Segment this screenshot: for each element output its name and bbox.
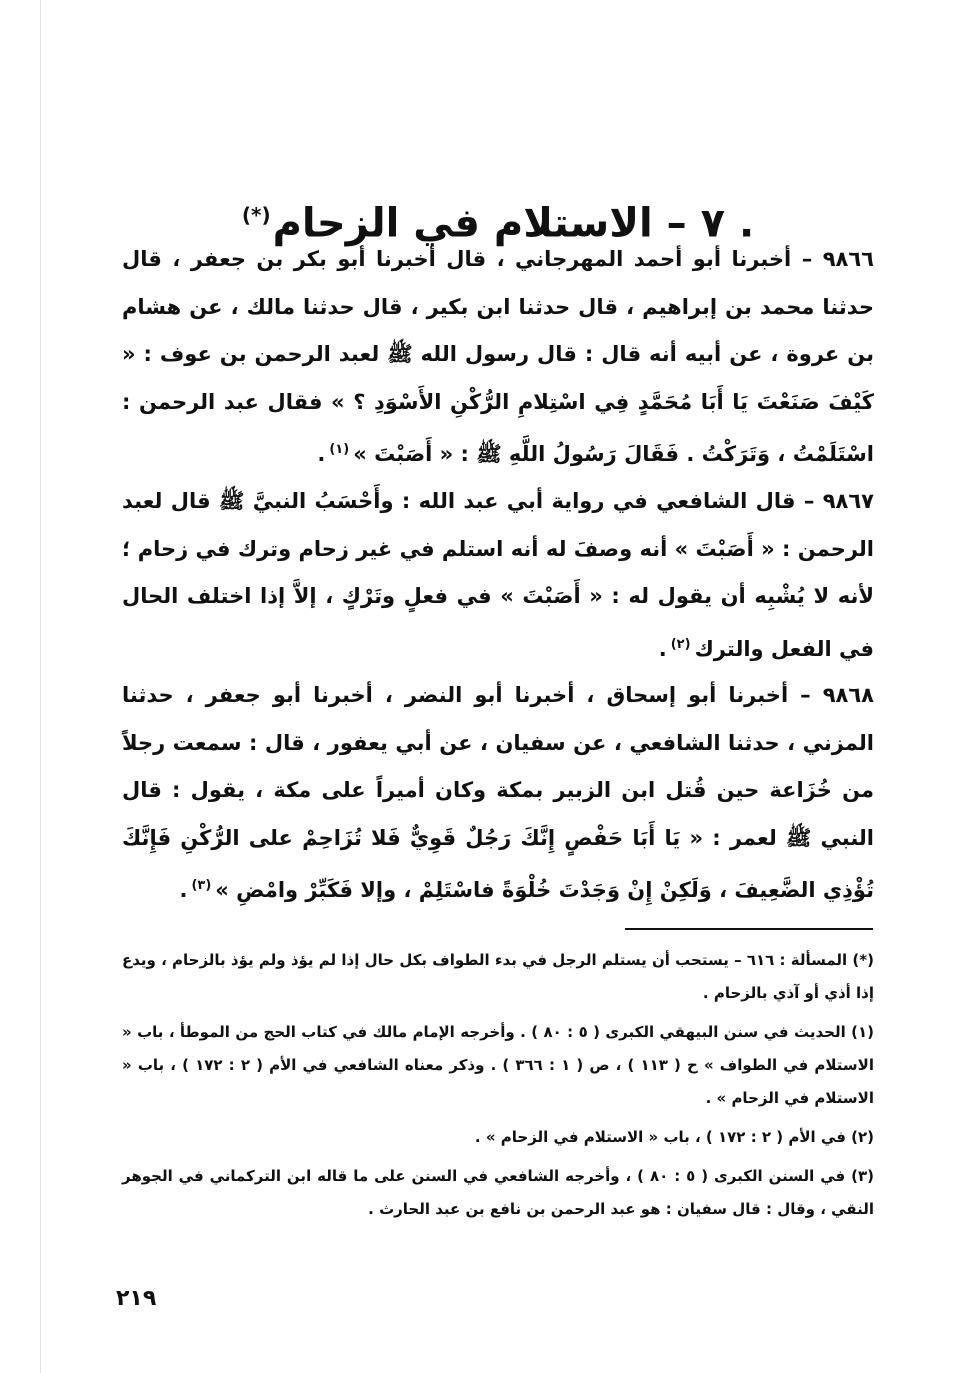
chapter-title-text: . ٧ – الاستلام في الزحام xyxy=(272,200,755,247)
hadith-9868 xyxy=(122,672,874,915)
hadith-text: ٩٨٦٨ – أخبرنا أبو إسحاق ، أخبرنا أبو النضر ، أخبرنا أبو جعفر ، حدثنا المزني ، حدثنا الشافعي ، عن سفيان ، عن أبي يعفور ، قال : سمعت رجلاً من خُزَاعة حين قُتل ابن الزبير بمكة وكان أميراً على مكة ، يقول : قال النبي ﷺ لعمر : « يَا أَبَا حَفْصٍ إِنَّكَ رَجُلٌ قَوِيٌّ فَلا تُزَاحِمْ على الرُّكْنِ فَإِنَّكَ تُؤْذِي الضَّعِيفَ ، وَلَكِنْ إِنْ وَجَدْتَ خُلْوَةً فاسْتَلِمْ ، وإلا فَكَبِّرْ وامْضِ » xyxy=(122,683,874,902)
footnote-2: (٢) في الأم ( ٢ : ١٧٢ ) ، باب « الاستلام في الزحام » . xyxy=(474,1128,874,1146)
hadith-text: ٩٨٦٧ – قال الشافعي في رواية أبي عبد الله : وأَحْسَبُ النبيَّ ﷺ قال لعبد الرحمن : « أَصَبْتَ » أنه وصفَ له أنه استلم في غير زحام وترك في زحام ؛ لأنه لا يُشْبِه أن يقول له : « أَصَبْتَ » في فعلٍ وتَرْكٍ ، إلاَّ إذا اختلف الحال في الفعل والترك xyxy=(122,489,874,661)
footnote-3: (٣) في السنن الكبرى ( ٥ : ٨٠ ) ، وأخرجه الشافعي في السنن على ما قاله ابن التركماني في الجوهر النقي ، وقال : قال سفيان : هو عبد الرحمن بن نافع بن عبد الحارث . xyxy=(122,1167,874,1218)
hadith-9867 xyxy=(122,478,874,673)
hadith-end: . xyxy=(658,636,667,661)
footnotes-section xyxy=(122,944,874,1232)
page-edge-line xyxy=(40,0,41,1373)
footnote-ref: (٢) xyxy=(670,636,691,652)
hadith-9866 xyxy=(122,236,874,479)
hadith-text: ٩٨٦٦ – أخبرنا أبو أحمد المهرجاني ، قال أخبرنا أبو بكر بن جعفر ، قال حدثنا محمد بن إبراهيم ، قال حدثنا ابن بكير ، قال حدثنا مالك ، عن هشام بن عروة ، عن أبيه أنه قال : قال رسول الله ﷺ لعبد الرحمن بن عوف : « كَيْفَ صَنَعْتَ يَا أَبَا مُحَمَّدٍ فِي اسْتِلامِ الرُّكْنِ الأَسْوَدِ ؟ » فقال عبد الرحمن : اسْتَلَمْتُ ، وَتَرَكْتُ . فَقَالَ رَسُولُ اللَّهِ ﷺ : « أَصَبْتَ » xyxy=(122,247,874,466)
footnote-chapter: (*) المسألة : ٦١٦ – يستحب أن يستلم الرجل في بدء الطواف بكل حال إذا لم يؤذ ولم يؤذ بالزحام ، ويدع إذا أذي أو آذي بالزحام . xyxy=(122,951,874,1002)
footnote-ref: (١) xyxy=(329,442,350,457)
page-number: ٢١٩ xyxy=(116,1286,157,1311)
footnote-ref: (٣) xyxy=(191,878,212,893)
footnote-separator xyxy=(625,928,873,930)
chapter-title-marker: (*) xyxy=(241,202,271,227)
footnote-1: (١) الحديث في سنن البيهقي الكبرى ( ٥ : ٨٠ ) . وأخرجه الإمام مالك في كتاب الحج من الموطأ ، باب « الاستلام في الطواف » ح ( ١١٣ ) ، ص ( ١ : ٣٦٦ ) . وذكر معناه الشافعي في الأم ( ٢ : ١٧٢ ) ، باب « الاستلام في الزحام » . xyxy=(122,1023,874,1107)
hadith-end: . xyxy=(317,442,326,466)
hadith-end: . xyxy=(179,878,188,902)
